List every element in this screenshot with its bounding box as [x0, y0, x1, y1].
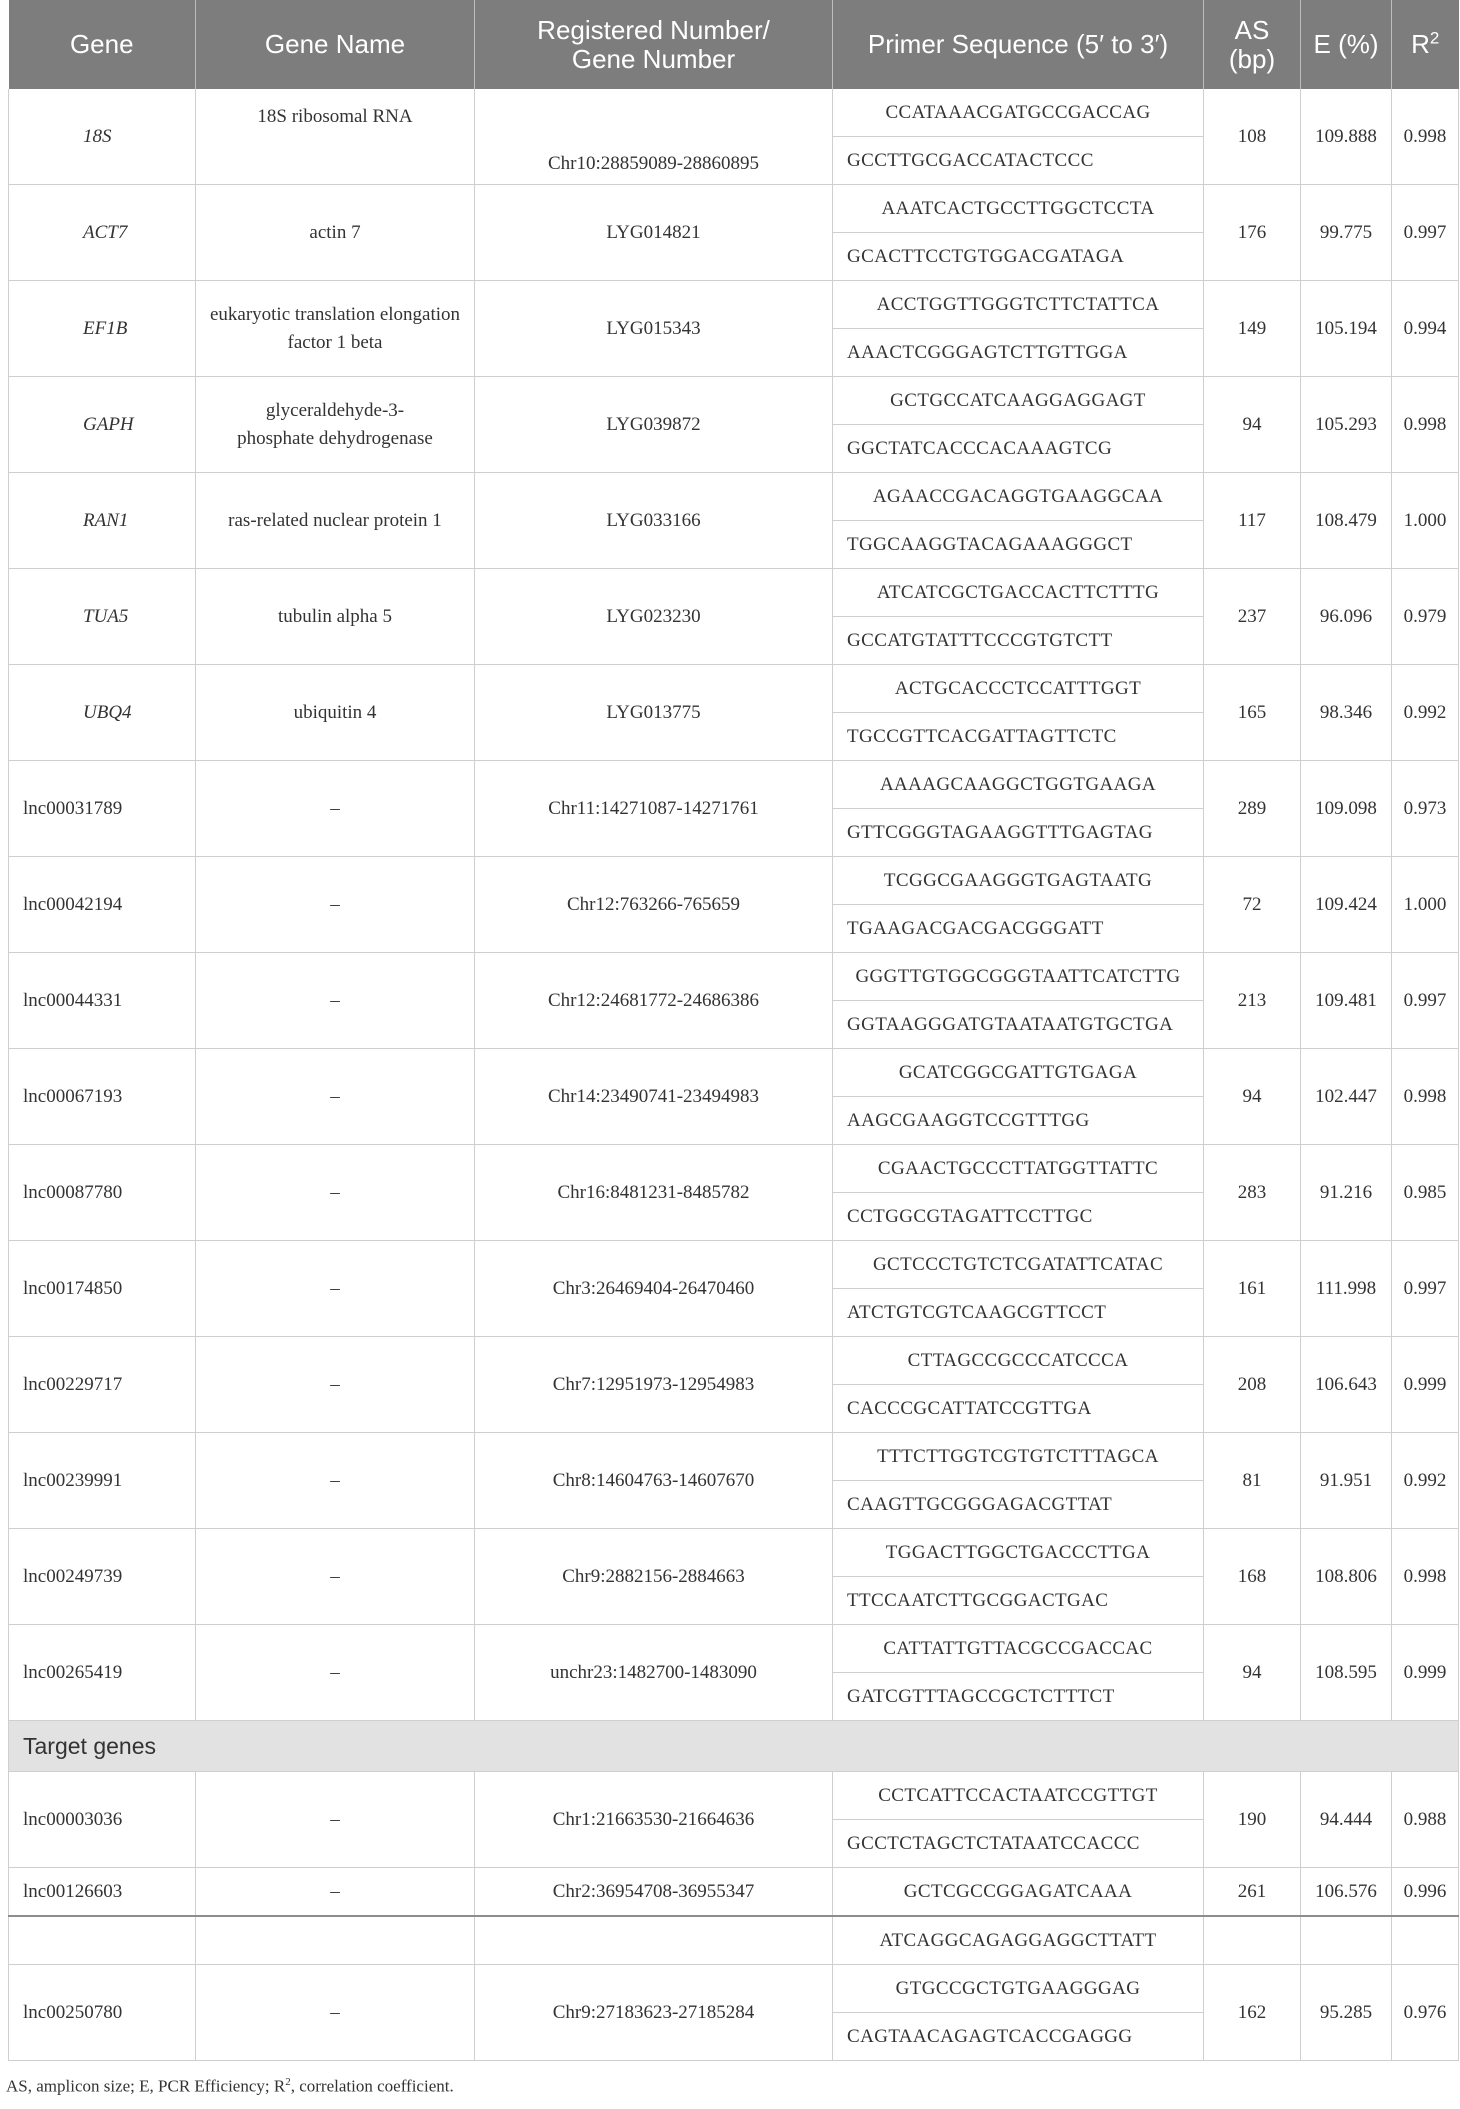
- gene-cell: lnc00003036: [9, 1772, 196, 1868]
- e-cell: 98.346: [1301, 665, 1392, 761]
- as-cell: 165: [1204, 665, 1301, 761]
- forward-primer: TTTCTTGGTCGTGTCTTTAGCA: [833, 1433, 1204, 1481]
- e-cell: 105.293: [1301, 377, 1392, 473]
- reverse-primer: CCTGGCGTAGATTCCTTGC: [833, 1193, 1204, 1241]
- as-cell: 94: [1204, 377, 1301, 473]
- header-primer-sequence: Primer Sequence (5′ to 3′): [833, 0, 1204, 89]
- table-row: [9, 1433, 1459, 1481]
- as-cell: 283: [1204, 1145, 1301, 1241]
- e-cell: 109.424: [1301, 857, 1392, 953]
- gene-name-cell: glyceraldehyde-3- phosphate dehydrogenase: [196, 377, 475, 473]
- e-cell: 102.447: [1301, 1049, 1392, 1145]
- r2-cell: 0.998: [1392, 377, 1459, 473]
- e-cell: 109.888: [1301, 89, 1392, 185]
- gene-cell: 18S: [9, 89, 196, 185]
- r2-cell: 1.000: [1392, 857, 1459, 953]
- e-cell: 109.098: [1301, 761, 1392, 857]
- r2-cell: 0.997: [1392, 953, 1459, 1049]
- r2-cell: 0.999: [1392, 1337, 1459, 1433]
- forward-primer: ATCATCGCTGACCACTTCTTTG: [833, 569, 1204, 617]
- reverse-primer: GCCTCTAGCTCTATAATCCACCC: [833, 1820, 1204, 1868]
- gene-cell: GAPH: [9, 377, 196, 473]
- reverse-primer: TGGCAAGGTACAGAAAGGGCT: [833, 521, 1204, 569]
- gene-name-cell: ubiquitin 4: [196, 665, 475, 761]
- number-cell: LYG023230: [475, 569, 833, 665]
- reverse-primer: GGTAAGGGATGTAATAATGTGCTGA: [833, 1001, 1204, 1049]
- gene-cell: ACT7: [9, 185, 196, 281]
- gene-cell: lnc00239991: [9, 1433, 196, 1529]
- forward-primer: CCATAAACGATGCCGACCAG: [833, 89, 1204, 137]
- as-cell: 72: [1204, 857, 1301, 953]
- r2-cell: 0.976: [1392, 1965, 1459, 2061]
- r2-cell: 0.985: [1392, 1145, 1459, 1241]
- table-row: [9, 185, 1459, 233]
- e-cell: 91.951: [1301, 1433, 1392, 1529]
- number-cell: LYG013775: [475, 665, 833, 761]
- gene-cell: RAN1: [9, 473, 196, 569]
- reverse-primer: GCCATGTATTTCCCGTGTCTT: [833, 617, 1204, 665]
- as-cell: 149: [1204, 281, 1301, 377]
- number-cell: Chr9:2882156-2884663: [475, 1529, 833, 1625]
- reverse-primer: AAGCGAAGGTCCGTTTGG: [833, 1097, 1204, 1145]
- gene-cell: lnc00044331: [9, 953, 196, 1049]
- e-cell: 108.479: [1301, 473, 1392, 569]
- gene-cell: EF1B: [9, 281, 196, 377]
- reverse-primer: TGCCGTTCACGATTAGTTCTC: [833, 713, 1204, 761]
- as-cell: 168: [1204, 1529, 1301, 1625]
- table-row: [9, 1145, 1459, 1193]
- as-cell: 176: [1204, 185, 1301, 281]
- gene-name-cell: –: [196, 1145, 475, 1241]
- as-cell: 162: [1204, 1965, 1301, 2061]
- table-row: [9, 1772, 1459, 1820]
- gene-name-cell: –: [196, 1772, 475, 1868]
- table-row: [9, 1916, 1459, 1965]
- number-cell: LYG015343: [475, 281, 833, 377]
- r2-cell: 0.996: [1392, 1868, 1459, 1917]
- table-row: [9, 1868, 1459, 1917]
- empty-cell: [1301, 1916, 1392, 1965]
- forward-primer: AAATCACTGCCTTGGCTCCTA: [833, 185, 1204, 233]
- forward-primer: GGGTTGTGGCGGGTAATTCATCTTG: [833, 953, 1204, 1001]
- e-cell: 91.216: [1301, 1145, 1392, 1241]
- forward-primer: TGGACTTGGCTGACCCTTGA: [833, 1529, 1204, 1577]
- reverse-primer: TGAAGACGACGACGGGATT: [833, 905, 1204, 953]
- section-row: [9, 1721, 1459, 1772]
- as-cell: 208: [1204, 1337, 1301, 1433]
- number-cell: Chr7:12951973-12954983: [475, 1337, 833, 1433]
- gene-name-cell: –: [196, 761, 475, 857]
- empty-cell: [1204, 1916, 1301, 1965]
- reverse-primer: GGCTATCACCCACAAAGTCG: [833, 425, 1204, 473]
- e-cell: 106.576: [1301, 1868, 1392, 1917]
- gene-name-cell: –: [196, 1241, 475, 1337]
- table-row: [9, 281, 1459, 329]
- gene-name-cell: –: [196, 1433, 475, 1529]
- reverse-primer: CAAGTTGCGGGAGACGTTAT: [833, 1481, 1204, 1529]
- forward-primer: AAAAGCAAGGCTGGTGAAGA: [833, 761, 1204, 809]
- header-gene-name: Gene Name: [196, 0, 475, 89]
- gene-name-cell: actin 7: [196, 185, 475, 281]
- as-cell: 261: [1204, 1868, 1301, 1917]
- empty-cell: [196, 1916, 475, 1965]
- as-cell: 94: [1204, 1625, 1301, 1721]
- gene-cell: TUA5: [9, 569, 196, 665]
- number-cell: Chr16:8481231-8485782: [475, 1145, 833, 1241]
- gene-name-cell: –: [196, 1529, 475, 1625]
- gene-cell: lnc00249739: [9, 1529, 196, 1625]
- forward-primer: GCATCGGCGATTGTGAGA: [833, 1049, 1204, 1097]
- gene-cell: lnc00126603: [9, 1868, 196, 1917]
- gene-name-cell: –: [196, 1337, 475, 1433]
- number-cell: Chr14:23490741-23494983: [475, 1049, 833, 1145]
- gene-name-cell: –: [196, 1868, 475, 1917]
- r2-cell: 1.000: [1392, 473, 1459, 569]
- empty-cell: [9, 1916, 196, 1965]
- forward-primer: GCTCGCCGGAGATCAAA: [833, 1868, 1204, 1917]
- as-cell: 81: [1204, 1433, 1301, 1529]
- number-cell: Chr9:27183623-27185284: [475, 1965, 833, 2061]
- number-cell: Chr10:28859089-28860895: [475, 89, 833, 185]
- forward-primer: CCTCATTCCACTAATCCGTTGT: [833, 1772, 1204, 1820]
- header-gene: Gene: [9, 0, 196, 89]
- forward-primer: CGAACTGCCCTTATGGTTATTC: [833, 1145, 1204, 1193]
- header-registered-number: Registered Number/ Gene Number: [475, 0, 833, 89]
- as-cell: 190: [1204, 1772, 1301, 1868]
- section-label: Target genes: [9, 1721, 1459, 1772]
- table-row: [9, 665, 1459, 713]
- number-cell: LYG033166: [475, 473, 833, 569]
- primer-table-container: [8, 0, 1458, 2061]
- e-cell: 96.096: [1301, 569, 1392, 665]
- primer-table: [8, 0, 1459, 2061]
- r2-cell: 0.999: [1392, 1625, 1459, 1721]
- header-row: [9, 0, 1459, 89]
- number-cell: LYG014821: [475, 185, 833, 281]
- r2-cell: 0.979: [1392, 569, 1459, 665]
- reverse-primer: GTTCGGGTAGAAGGTTTGAGTAG: [833, 809, 1204, 857]
- r2-cell: 0.994: [1392, 281, 1459, 377]
- empty-cell: [1392, 1916, 1459, 1965]
- gene-name-cell: 18S ribosomal RNA: [196, 89, 475, 185]
- table-footnote: AS, amplicon size; E, PCR Efficiency; $R^2$, correlation coefficient.: [6, 2076, 454, 2096]
- table-row: [9, 89, 1459, 137]
- primer-sequence: CAGTAACAGAGTCACCGAGGG: [833, 2013, 1204, 2061]
- number-cell: Chr11:14271087-14271761: [475, 761, 833, 857]
- gene-name-cell: –: [196, 1965, 475, 2061]
- r2-cell: 0.997: [1392, 185, 1459, 281]
- gene-name-cell: ras-related nuclear protein 1: [196, 473, 475, 569]
- primer-sequence: GTGCCGCTGTGAAGGGAG: [833, 1965, 1204, 2013]
- as-cell: 94: [1204, 1049, 1301, 1145]
- reverse-primer: CACCCGCATTATCCGTTGA: [833, 1385, 1204, 1433]
- reverse-primer: AAACTCGGGAGTCTTGTTGGA: [833, 329, 1204, 377]
- forward-primer: TCGGCGAAGGGTGAGTAATG: [833, 857, 1204, 905]
- gene-cell: lnc00229717: [9, 1337, 196, 1433]
- table-row: [9, 473, 1459, 521]
- reverse-primer: GATCGTTTAGCCGCTCTTTCT: [833, 1673, 1204, 1721]
- gene-cell: lnc00042194: [9, 857, 196, 953]
- gene-cell: lnc00031789: [9, 761, 196, 857]
- table-row: [9, 1625, 1459, 1673]
- e-cell: 109.481: [1301, 953, 1392, 1049]
- e-cell: 108.806: [1301, 1529, 1392, 1625]
- primer-sequence: ATCAGGCAGAGGAGGCTTATT: [833, 1916, 1204, 1965]
- table-row: [9, 857, 1459, 905]
- empty-cell: [475, 1916, 833, 1965]
- header-amplicon-size: AS (bp): [1204, 0, 1301, 89]
- number-cell: Chr2:36954708-36955347: [475, 1868, 833, 1917]
- gene-name-cell: –: [196, 953, 475, 1049]
- as-cell: 237: [1204, 569, 1301, 665]
- r2-cell: 0.992: [1392, 1433, 1459, 1529]
- forward-primer: GCTCCCTGTCTCGATATTCATAC: [833, 1241, 1204, 1289]
- as-cell: 108: [1204, 89, 1301, 185]
- forward-primer: CATTATTGTTACGCCGACCAC: [833, 1625, 1204, 1673]
- table-row: [9, 761, 1459, 809]
- number-cell: Chr3:26469404-26470460: [475, 1241, 833, 1337]
- e-cell: 99.775: [1301, 185, 1392, 281]
- gene-name-cell: tubulin alpha 5: [196, 569, 475, 665]
- reverse-primer: TTCCAATCTTGCGGACTGAC: [833, 1577, 1204, 1625]
- reverse-primer: GCCTTGCGACCATACTCCC: [833, 137, 1204, 185]
- header-r2: $R^2$: [1392, 0, 1459, 89]
- as-cell: 289: [1204, 761, 1301, 857]
- e-cell: 94.444: [1301, 1772, 1392, 1868]
- e-cell: 105.194: [1301, 281, 1392, 377]
- gene-name-cell: –: [196, 1625, 475, 1721]
- r2-cell: 0.988: [1392, 1772, 1459, 1868]
- table-row: [9, 377, 1459, 425]
- table-row: [9, 1241, 1459, 1289]
- as-cell: 213: [1204, 953, 1301, 1049]
- r2-cell: 0.998: [1392, 1049, 1459, 1145]
- number-cell: Chr8:14604763-14607670: [475, 1433, 833, 1529]
- r2-cell: 0.998: [1392, 89, 1459, 185]
- gene-name-cell: –: [196, 1049, 475, 1145]
- e-cell: 95.285: [1301, 1965, 1392, 2061]
- r2-cell: 0.973: [1392, 761, 1459, 857]
- table-row: [9, 569, 1459, 617]
- gene-cell: lnc00087780: [9, 1145, 196, 1241]
- reverse-primer: GCACTTCCTGTGGACGATAGA: [833, 233, 1204, 281]
- table-row: [9, 1337, 1459, 1385]
- forward-primer: ACCTGGTTGGGTCTTCTATTCA: [833, 281, 1204, 329]
- number-cell: Chr1:21663530-21664636: [475, 1772, 833, 1868]
- forward-primer: GCTGCCATCAAGGAGGAGT: [833, 377, 1204, 425]
- gene-cell: lnc00265419: [9, 1625, 196, 1721]
- reverse-primer: ATCTGTCGTCAAGCGTTCCT: [833, 1289, 1204, 1337]
- number-cell: unchr23:1482700-1483090: [475, 1625, 833, 1721]
- forward-primer: CTTAGCCGCCCATCCCA: [833, 1337, 1204, 1385]
- as-cell: 161: [1204, 1241, 1301, 1337]
- number-cell: Chr12:763266-765659: [475, 857, 833, 953]
- header-efficiency: E (%): [1301, 0, 1392, 89]
- number-cell: LYG039872: [475, 377, 833, 473]
- r2-cell: 0.998: [1392, 1529, 1459, 1625]
- gene-cell: UBQ4: [9, 665, 196, 761]
- r2-cell: 0.992: [1392, 665, 1459, 761]
- forward-primer: ACTGCACCCTCCATTTGGT: [833, 665, 1204, 713]
- e-cell: 106.643: [1301, 1337, 1392, 1433]
- forward-primer: AGAACCGACAGGTGAAGGCAA: [833, 473, 1204, 521]
- e-cell: 108.595: [1301, 1625, 1392, 1721]
- number-cell: Chr12:24681772-24686386: [475, 953, 833, 1049]
- gene-cell: lnc00174850: [9, 1241, 196, 1337]
- table-row: [9, 1529, 1459, 1577]
- gene-cell: lnc00067193: [9, 1049, 196, 1145]
- table-row: [9, 1965, 1459, 2013]
- r2-cell: 0.997: [1392, 1241, 1459, 1337]
- gene-name-cell: eukaryotic translation elongation factor 1 beta: [196, 281, 475, 377]
- as-cell: 117: [1204, 473, 1301, 569]
- gene-name-cell: –: [196, 857, 475, 953]
- gene-cell: lnc00250780: [9, 1965, 196, 2061]
- table-row: [9, 1049, 1459, 1097]
- e-cell: 111.998: [1301, 1241, 1392, 1337]
- table-row: [9, 953, 1459, 1001]
